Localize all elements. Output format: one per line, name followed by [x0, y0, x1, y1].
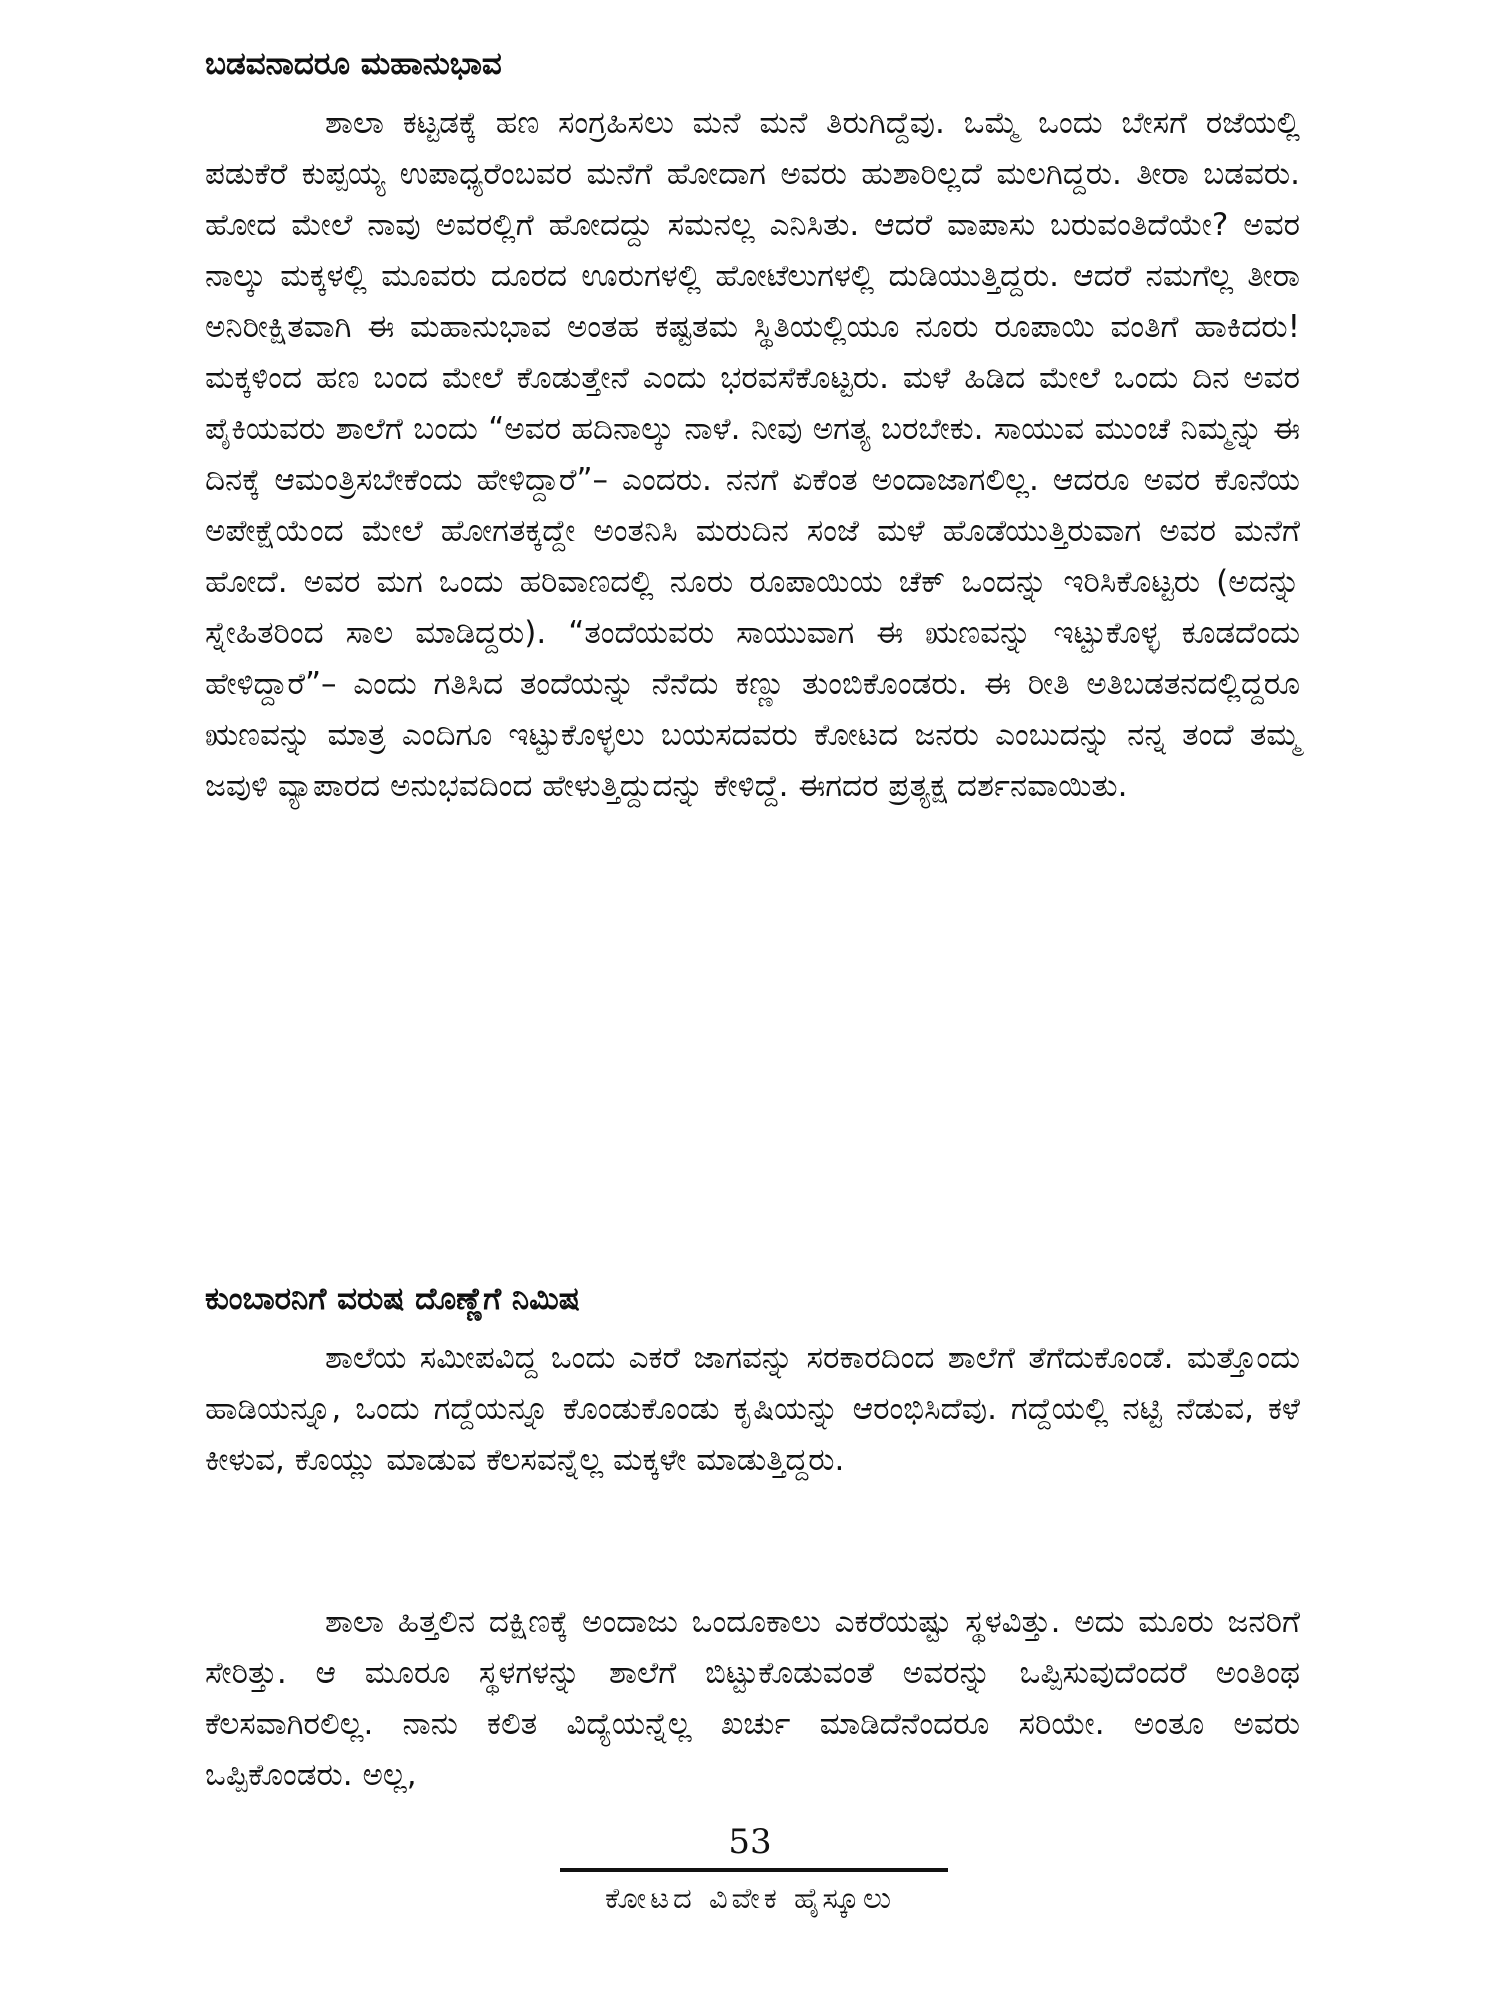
running-footer-title: ಕೋಟದ ವಿವೇಕ ಹೈಸ್ಕೂಲು — [605, 1881, 895, 1915]
section-paragraph: ಶಾಲಾ ಕಟ್ಟಡಕ್ಕೆ ಹಣ ಸಂಗ್ರಹಿಸಲು ಮನೆ ಮನೆ ತಿರುಗಿದ್ದೆವು. ಒಮ್ಮೆ ಒಂದು ಬೇಸಗೆ ರಜೆಯಲ್ಲಿ ಪಡುಕೆರೆ ಕುಪ್ಪಯ್ಯ ಉಪಾಧ್ಯರೆಂಬವರ ಮನೆಗೆ ಹೋದಾಗ ಅವರು ಹುಶಾರಿಲ್ಲದೆ ಮಲಗಿದ್ದರು. ತೀರಾ ಬಡವರು. ಹೋದ ಮೇಲೆ ನಾವು ಅವರಲ್ಲಿಗೆ ಹೋದದ್ದು ಸಮನಲ್ಲ ಎನಿಸಿತು. ಆದರೆ ವಾಪಾಸು ಬರುವಂತಿದೆಯೇ? ಅವರ ನಾಲ್ಕು ಮಕ್ಕಳಲ್ಲಿ ಮೂವರು ದೂರದ ಊರುಗಳಲ್ಲಿ ಹೋಟೆಲುಗಳಲ್ಲಿ ದುಡಿಯುತ್ತಿದ್ದರು. ಆದರೆ ನಮಗೆಲ್ಲ ತೀರಾ ಅನಿರೀಕ್ಷಿತವಾಗಿ ಈ ಮಹಾನುಭಾವ ಅಂತಹ ಕಷ್ಟತಮ ಸ್ಥಿತಿಯಲ್ಲಿಯೂ ನೂರು ರೂಪಾಯಿ ವಂತಿಗೆ ಹಾಕಿದರು! ಮಕ್ಕಳಿಂದ ಹಣ ಬಂದ ಮೇಲೆ ಕೊಡುತ್ತೇನೆ ಎಂದು ಭರವಸೆಕೊಟ್ಟರು. ಮಳೆ ಹಿಡಿದ ಮೇಲೆ ಒಂದು ದಿನ ಅವರ ಪೈಕಿಯವರು ಶಾಲೆಗೆ ಬಂದು “ಅವರ ಹದಿನಾಲ್ಕು ನಾಳೆ. ನೀವು ಅಗತ್ಯ ಬರಬೇಕು. ಸಾಯುವ ಮುಂಚೆ ನಿಮ್ಮನ್ನು ಈ ದಿನಕ್ಕೆ ಆಮಂತ್ರಿಸಬೇಕೆಂದು ಹೇಳಿದ್ದಾರೆ”– ಎಂದರು. ನನಗೆ ಏಕೆಂತ ಅಂದಾಜಾಗಲಿಲ್ಲ. ಆದರೂ ಅವರ ಕೊನೆಯ ಅಪೇಕ್ಷೆಯೆಂದ ಮೇಲೆ ಹೋಗತಕ್ಕದ್ದೇ ಅಂತನಿಸಿ ಮರುದಿನ ಸಂಜೆ ಮಳೆ ಹೊಡೆಯುತ್ತಿರುವಾಗ ಅವರ ಮನೆಗೆ ಹೋದೆ. ಅವರ ಮಗ ಒಂದು ಹರಿವಾಣದಲ್ಲಿ ನೂರು ರೂಪಾಯಿಯ ಚೆಕ್ ಒಂದನ್ನು ಇರಿಸಿಕೊಟ್ಟರು (ಅದನ್ನು ಸ್ನೇಹಿತರಿಂದ ಸಾಲ ಮಾಡಿದ್ದರು). “ತಂದೆಯವರು ಸಾಯುವಾಗ ಈ ಋಣವನ್ನು ಇಟ್ಟುಕೊಳ್ಳ ಕೂಡದೆಂದು ಹೇಳಿದ್ದಾರೆ”– ಎಂದು ಗತಿಸಿದ ತಂದೆಯನ್ನು ನೆನೆದು ಕಣ್ಣು ತುಂಬಿಕೊಂಡರು. ಈ ರೀತಿ ಅತಿಬಡತನದಲ್ಲಿದ್ದರೂ ಋಣವನ್ನು ಮಾತ್ರ ಎಂದಿಗೂ ಇಟ್ಟುಕೊಳ್ಳಲು ಬಯಸದವರು ಕೋಟದ ಜನರು ಎಂಬುದನ್ನು ನನ್ನ ತಂದೆ ತಮ್ಮ ಜವುಳಿ ವ್ಯಾಪಾರದ ಅನುಭವದಿಂದ ಹೇಳುತ್ತಿದ್ದುದನ್ನು ಕೇಳಿದ್ದೆ. ಈಗದರ ಪ್ರತ್ಯಕ್ಷ ದರ್ಶನವಾಯಿತು. — [205, 105, 1300, 804]
section-kumbaranige — [205, 1275, 1300, 1486]
footer-divider — [560, 1868, 948, 1872]
section-paragraph: ಶಾಲೆಯ ಸಮೀಪವಿದ್ದ ಒಂದು ಎಕರೆ ಜಾಗವನ್ನು ಸರಕಾರದಿಂದ ಶಾಲೆಗೆ ತೆಗೆದುಕೊಂಡೆ. ಮತ್ತೊಂದು ಹಾಡಿಯನ್ನೂ, ಒಂದು ಗದ್ದೆಯನ್ನೂ ಕೊಂಡುಕೊಂಡು ಕೃಷಿಯನ್ನು ಆರಂಭಿಸಿದೆವು. ಗದ್ದೆಯಲ್ಲಿ ನಟ್ಟಿ ನೆಡುವ, ಕಳೆ ಕೀಳುವ, ಕೊಯ್ಲು ಮಾಡುವ ಕೆಲಸವನ್ನೆಲ್ಲ ಮಕ್ಕಳೇ ಮಾಡುತ್ತಿದ್ದರು. — [205, 1340, 1300, 1478]
section-badavanadaru — [205, 40, 1300, 812]
page-number: 53 — [728, 1822, 772, 1862]
section-heading: ಬಡವನಾದರೂ ಮಹಾನುಭಾವ — [205, 46, 502, 82]
section-paragraph: ಶಾಲಾ ಹಿತ್ತಲಿನ ದಕ್ಷಿಣಕ್ಕೆ ಅಂದಾಜು ಒಂದೂಕಾಲು ಎಕರೆಯಷ್ಟು ಸ್ಥಳವಿತ್ತು. ಅದು ಮೂರು ಜನರಿಗೆ ಸೇರಿತ್ತು. ಆ ಮೂರೂ ಸ್ಥಳಗಳನ್ನು ಶಾಲೆಗೆ ಬಿಟ್ಟುಕೊಡುವಂತೆ ಅವರನ್ನು ಒಪ್ಪಿಸುವುದೆಂದರೆ ಅಂತಿಂಥ ಕೆಲಸವಾಗಿರಲಿಲ್ಲ. ನಾನು ಕಲಿತ ವಿದ್ಯೆಯನ್ನೆಲ್ಲ ಖರ್ಚು ಮಾಡಿದೆನೆಂದರೂ ಸರಿಯೇ. ಅಂತೂ ಅವರು ಒಪ್ಪಿಕೊಂಡರು. ಅಲ್ಲ, — [205, 1604, 1300, 1793]
section-heading: ಕುಂಬಾರನಿಗೆ ವರುಷ ದೊಣ್ಣೆಗೆ ನಿಮಿಷ — [205, 1281, 580, 1317]
